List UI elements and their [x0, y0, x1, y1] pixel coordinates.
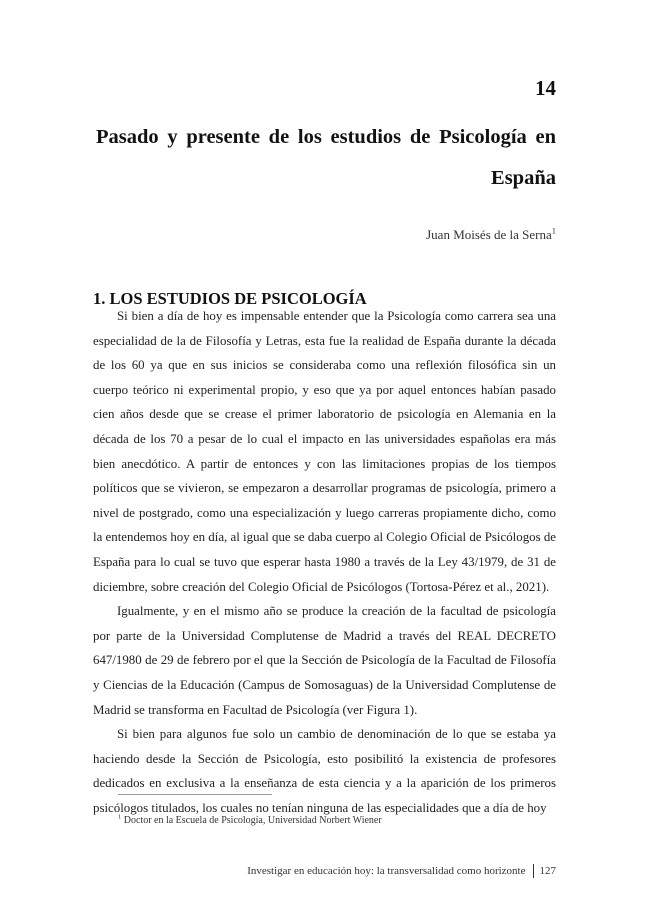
author-name: Juan Moisés de la Serna: [426, 227, 552, 242]
page-footer: [247, 864, 556, 878]
section-heading: 1. LOS ESTUDIOS DE PSICOLOGÍA: [93, 289, 367, 308]
author-line: [426, 227, 556, 243]
footer-divider: [533, 864, 534, 878]
footnote-divider: [118, 794, 272, 795]
chapter-number: 14: [535, 76, 556, 100]
page-number: 127: [539, 865, 556, 877]
paragraph-2: Igualmente, y en el mismo año se produce la creación de la facultad de psicología por parte de la Universidad Complutense de Madrid a través del REAL DECRETO 647/1980 de 29 de febrero por el que la Sección de Psicología de la Facultad de Filosofía y Ciencias de la Educación (Campus de Somosaguas) de la Universidad Complutense de Madrid se transforma en Facultad de Psicología (ver Figura 1).: [93, 604, 556, 717]
author-footnote-mark[interactable]: 1: [551, 225, 556, 236]
footnote-mark: 1: [118, 813, 122, 821]
paragraph-3: Si bien para algunos fue solo un cambio de denominación de lo que se estaba ya haciendo desde la Sección de Psicología, esto posibilitó la existencia de profesores dedicados en exclusiva a la enseñanza de esta ciencia y a la aparición de los primeros psicólogos titulados, los cuales no tenían ninguna de las especialidades que a día de hoy: [93, 727, 556, 815]
footnote: [118, 815, 382, 826]
footer-book-title: Investigar en educación hoy: la transversalidad como horizonte: [247, 865, 526, 877]
paragraph-1: Si bien a día de hoy es impensable entender que la Psicología como carrera sea una especialidad de la de Filosofía y Letras, esta fue la realidad de España durante la década de los 60 ya que en sus inicios se consideraba como una reflexión filosófica sin un cuerpo teórico ni experimental propio, y eso que ya por aquel entonces habían pasado cien años desde que se crease el primer laboratorio de psicología en Alemania en la década de los 70 a pesar de lo cual el impacto en las universidades españolas era más bien anecdótico. A partir de entonces y con las limitaciones propias de los tiempos políticos que se vivieron, se empezaron a desarrollar programas de psicología, primero a nivel de postgrado, como una especialización y luego carreras propiamente dicho, como la entendemos hoy en día, al igual que se daba cuerpo al Colegio Oficial de Psicólogos de España para lo cual se tuvo que esperar hasta 1980 a través de la Ley 43/1979, de 31 de diciembre, sobre creación del Colegio Oficial de Psicólogos (Tortosa-Pérez et al., 2021).: [93, 309, 556, 594]
chapter-title: Pasado y presente de los estudios de Psicología en España: [96, 126, 556, 189]
footnote-text: Doctor en la Escuela de Psicología, Universidad Norbert Wiener: [123, 815, 382, 826]
body-text: [93, 304, 556, 820]
